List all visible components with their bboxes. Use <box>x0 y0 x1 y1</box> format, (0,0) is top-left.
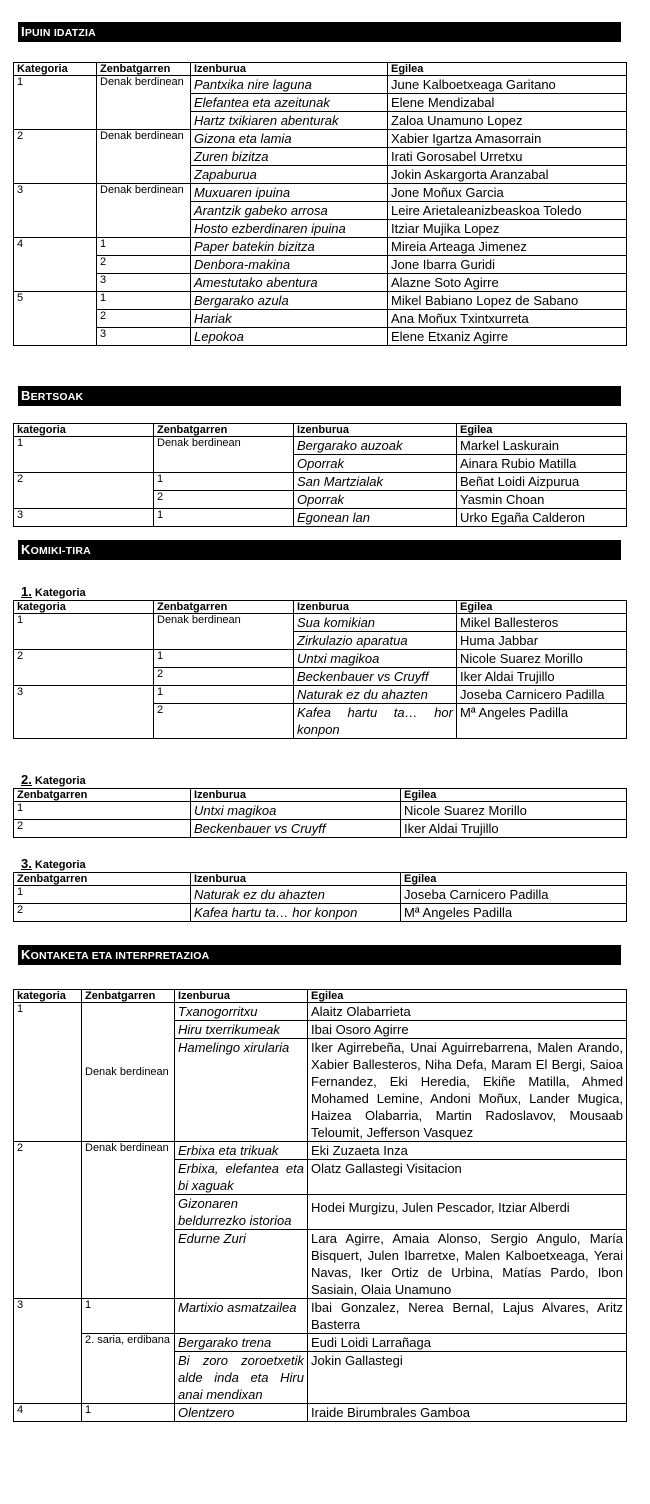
cell-zenbatgarren: 1 <box>97 238 191 256</box>
cell-egilea: Jone Moñux Garcia <box>388 184 627 202</box>
cell-izenburua: Bergarako trena <box>175 1334 308 1352</box>
cell-egilea: Jokin Gallastegi <box>308 1352 627 1404</box>
cell-izenburua: Erbixa eta trikuak <box>175 1142 308 1160</box>
header-izenburua: Izenburua <box>191 789 401 802</box>
table-row <box>14 614 627 632</box>
cell-zenbatgarren: 1 <box>154 509 294 527</box>
cell-egilea: Lara Agirre, Amaia Alonso, Sergio Angulo, María Bisquert, Julen Ibarretxe, Malen Kalboetxeaga, Yerai Navas, Iker Ortiz de Urbina, Matías Pardo, Ibon Sasiain, Olaia Unamuno <box>308 1230 627 1299</box>
table-row <box>14 130 627 148</box>
cell-izenburua: Untxi magikoa <box>294 650 457 668</box>
section-title-ipuin: IPUIN IDATZIA <box>18 22 621 42</box>
header-zenbatgarren: Zenbatgarren <box>82 990 175 1003</box>
cell-izenburua: Martixio asmatzailea <box>175 1299 308 1334</box>
table-row <box>14 256 627 274</box>
cell-zenbatgarren: Denak berdinean <box>154 437 294 473</box>
cell-zenbatgarren: Denak berdinean <box>97 76 191 130</box>
table-row <box>14 292 627 310</box>
cell-kategoria: 4 <box>14 238 97 292</box>
cell-egilea: Eki Zuzaeta Inza <box>308 1142 627 1160</box>
cell-egilea: Iraide Birumbrales Gamboa <box>308 1404 627 1422</box>
table-header <box>14 789 627 802</box>
cell-izenburua: Egonean lan <box>294 509 457 527</box>
cell-egilea: Iker Aldai Trujillo <box>401 820 627 838</box>
cell-kategoria: 2 <box>14 650 154 686</box>
cell-zenbatgarren: 1 <box>154 686 294 704</box>
table-row <box>14 802 627 820</box>
cell-egilea: Mª Angeles Padilla <box>401 904 627 922</box>
cell-egilea: Joseba Carnicero Padilla <box>457 686 627 704</box>
cell-izenburua: Oporrak <box>294 455 457 473</box>
cell-izenburua: Hiru txerrikumeak <box>175 1021 308 1039</box>
table-row <box>14 473 627 491</box>
cell-zenbatgarren: Denak berdinean <box>97 130 191 184</box>
cell-egilea: Nicole Suarez Morillo <box>457 650 627 668</box>
table-header <box>14 63 627 76</box>
table-bertsoak <box>13 423 627 527</box>
komiki-k1-label: 1. Kategoria <box>21 584 86 599</box>
cell-zenbatgarren: 2 <box>14 904 191 922</box>
header-kategoria: kategoria <box>14 990 82 1003</box>
header-zenbatgarren: Zenbatgarren <box>154 601 294 614</box>
header-izenburua: Izenburua <box>191 873 401 886</box>
table-ipuin <box>13 62 627 346</box>
cell-kategoria: 3 <box>14 1299 82 1404</box>
table-row <box>14 904 627 922</box>
section-title-komiki: KOMIKI-TIRA <box>18 540 621 560</box>
header-egilea: Egilea <box>401 873 627 886</box>
cell-egilea: Ibai Osoro Agirre <box>308 1021 627 1039</box>
cell-egilea: Mireia Arteaga Jimenez <box>388 238 627 256</box>
cell-egilea: Eudi Loidi Larrañaga <box>308 1334 627 1352</box>
header-kategoria: kategoria <box>14 424 154 437</box>
table-header <box>14 424 627 437</box>
cell-egilea: Joseba Carnicero Padilla <box>401 886 627 904</box>
header-izenburua: Izenburua <box>191 63 388 76</box>
cell-kategoria: 2 <box>14 1142 82 1299</box>
cell-egilea: Mikel Babiano Lopez de Sabano <box>388 292 627 310</box>
section-title-kontaketa: KONTAKETA ETA INTERPRETAZIOA <box>18 945 621 965</box>
header-kategoria: kategoria <box>14 601 154 614</box>
table-row <box>14 328 627 346</box>
table-row <box>14 1003 627 1021</box>
cell-izenburua: Pantxika nire laguna <box>191 76 388 94</box>
cell-zenbatgarren: 1 <box>154 650 294 668</box>
cell-egilea: Mª Angeles Padilla <box>457 704 627 739</box>
cell-egilea: Zaloa Unamuno Lopez <box>388 112 627 130</box>
cell-kategoria: 1 <box>14 1003 82 1142</box>
cell-izenburua: Hosto ezberdinaren ipuina <box>191 220 388 238</box>
cell-egilea: Mikel Ballesteros <box>457 614 627 632</box>
cell-zenbatgarren: Denak berdinean <box>82 1142 175 1299</box>
cell-izenburua: Hartz txikiaren abenturak <box>191 112 388 130</box>
cell-zenbatgarren: 2. saria, erdibana <box>82 1334 175 1404</box>
cell-izenburua: Zirkulazio aparatua <box>294 632 457 650</box>
cell-izenburua: Elefantea eta azeitunak <box>191 94 388 112</box>
cell-egilea: Huma Jabbar <box>457 632 627 650</box>
cell-izenburua: Bergarako auzoak <box>294 437 457 455</box>
cell-izenburua: Muxuaren ipuina <box>191 184 388 202</box>
cell-zenbatgarren: 2 <box>154 704 294 739</box>
table-komiki-k2 <box>13 788 627 838</box>
cell-izenburua: Naturak ez du ahazten <box>294 686 457 704</box>
komiki-k2-label: 2. Kategoria <box>21 772 86 787</box>
cell-kategoria: 3 <box>14 184 97 238</box>
cell-egilea: Jone Ibarra Guridi <box>388 256 627 274</box>
cell-izenburua: Bi zoro zoroetxetik alde inda eta Hiru anai mendixan <box>175 1352 308 1404</box>
cell-egilea: Alaitz Olabarrieta <box>308 1003 627 1021</box>
cell-zenbatgarren: 3 <box>97 328 191 346</box>
header-egilea: Egilea <box>457 424 627 437</box>
table-header <box>14 601 627 614</box>
cell-izenburua: Naturak ez du ahazten <box>191 886 401 904</box>
cell-egilea: Ana Moñux Txintxurreta <box>388 310 627 328</box>
cell-kategoria: 1 <box>14 76 97 130</box>
cell-zenbatgarren: 1 <box>154 473 294 491</box>
cell-egilea: Xabier Igartza Amasorrain <box>388 130 627 148</box>
cell-egilea: Ibai Gonzalez, Nerea Bernal, Lajus Alvares, Aritz Basterra <box>308 1299 627 1334</box>
cell-zenbatgarren: 1 <box>82 1404 175 1422</box>
cell-izenburua: Hamelingo xirularia <box>175 1039 308 1142</box>
cell-kategoria: 4 <box>14 1404 82 1422</box>
cell-zenbatgarren: 2 <box>154 491 294 509</box>
cell-zenbatgarren: 2 <box>97 310 191 328</box>
cell-zenbatgarren: 1 <box>97 292 191 310</box>
header-kategoria: Kategoria <box>14 63 97 76</box>
cell-egilea: Itziar Mujika Lopez <box>388 220 627 238</box>
cell-zenbatgarren: 2 <box>154 668 294 686</box>
cell-izenburua: Amestutako abentura <box>191 274 388 292</box>
cell-izenburua: Gizona eta lamia <box>191 130 388 148</box>
cell-egilea: Iker Agirrebeña, Unai Aguirrebarrena, Malen Arando, Xabier Ballesteros, Niha Defa, Maram El Bergi, Saioa Fernandez, Eki Heredia, Ekiñe Matilla, Ahmed Mohamed Lemine, Andoni Moñux, Lander Mugica, Haizea Olabarria, Martin Radoslavov, Mousaab Teloumit, Jefferson Vasquez <box>308 1039 627 1142</box>
cell-kategoria: 3 <box>14 509 154 527</box>
table-row <box>14 184 627 202</box>
cell-zenbatgarren: 1 <box>14 802 191 820</box>
header-zenbatgarren: Zenbatgarren <box>97 63 191 76</box>
header-zenbatgarren: Zenbatgarren <box>14 873 191 886</box>
table-row <box>14 1299 627 1334</box>
cell-izenburua: Arantzik gabeko arrosa <box>191 202 388 220</box>
cell-egilea: Jokin Askargorta Aranzabal <box>388 166 627 184</box>
cell-izenburua: Gizonaren beldurrezko istorioa <box>175 1195 308 1230</box>
table-row <box>14 310 627 328</box>
table-komiki-k3 <box>13 872 627 922</box>
cell-zenbatgarren: 2 <box>14 820 191 838</box>
cell-egilea: Alazne Soto Agirre <box>388 274 627 292</box>
table-row <box>14 437 627 455</box>
cell-egilea: Iker Aldai Trujillo <box>457 668 627 686</box>
cell-izenburua: Paper batekin bizitza <box>191 238 388 256</box>
cell-izenburua: Edurne Zuri <box>175 1230 308 1299</box>
cell-izenburua: Txanogorritxu <box>175 1003 308 1021</box>
cell-zenbatgarren: 2 <box>97 256 191 274</box>
cell-kategoria: 1 <box>14 614 154 650</box>
table-row <box>14 76 627 94</box>
cell-izenburua: Sua komikian <box>294 614 457 632</box>
cell-kategoria: 5 <box>14 292 97 346</box>
cell-kategoria: 1 <box>14 437 154 473</box>
cell-izenburua: Zuren bizitza <box>191 148 388 166</box>
cell-izenburua: Kafea hartu ta… hor konpon <box>294 704 457 739</box>
cell-izenburua: Beckenbauer vs Cruyff <box>191 820 401 838</box>
table-header <box>14 990 627 1003</box>
table-row <box>14 1334 627 1352</box>
cell-izenburua: Beckenbauer vs Cruyff <box>294 668 457 686</box>
cell-egilea: Elene Etxaniz Agirre <box>388 328 627 346</box>
header-izenburua: Izenburua <box>175 990 308 1003</box>
cell-egilea: Hodei Murgizu, Julen Pescador, Itziar Alberdi <box>308 1195 627 1230</box>
header-egilea: Egilea <box>457 601 627 614</box>
cell-izenburua: Untxi magikoa <box>191 802 401 820</box>
header-zenbatgarren: Zenbatgarren <box>14 789 191 802</box>
cell-izenburua: Olentzero <box>175 1404 308 1422</box>
cell-zenbatgarren: 3 <box>97 274 191 292</box>
table-row <box>14 820 627 838</box>
section-title-bertsoak: BERTSOAK <box>18 386 621 406</box>
table-komiki-k1 <box>13 600 627 739</box>
cell-egilea: Yasmin Choan <box>457 491 627 509</box>
cell-zenbatgarren: Denak berdinean <box>154 614 294 650</box>
cell-izenburua: Zapaburua <box>191 166 388 184</box>
table-row <box>14 274 627 292</box>
cell-izenburua: Lepokoa <box>191 328 388 346</box>
cell-egilea: June Kalboetxeaga Garitano <box>388 76 627 94</box>
cell-zenbatgarren: 1 <box>82 1299 175 1334</box>
cell-egilea: Irati Gorosabel Urretxu <box>388 148 627 166</box>
table-row <box>14 686 627 704</box>
cell-kategoria: 2 <box>14 130 97 184</box>
table-row <box>14 238 627 256</box>
cell-egilea: Elene Mendizabal <box>388 94 627 112</box>
header-egilea: Egilea <box>388 63 627 76</box>
cell-egilea: Beñat Loidi Aizpurua <box>457 473 627 491</box>
cell-zenbatgarren: Denak berdinean <box>97 184 191 238</box>
table-header <box>14 873 627 886</box>
cell-izenburua: San Martzialak <box>294 473 457 491</box>
komiki-k3-label: 3. Kategoria <box>21 856 86 871</box>
table-row <box>14 1142 627 1160</box>
table-row <box>14 886 627 904</box>
cell-zenbatgarren: 1 <box>14 886 191 904</box>
header-izenburua: Izenburua <box>294 424 457 437</box>
cell-izenburua: Denbora-makina <box>191 256 388 274</box>
cell-egilea: Leire Arietaleanizbeaskoa Toledo <box>388 202 627 220</box>
cell-egilea: Nicole Suarez Morillo <box>401 802 627 820</box>
cell-egilea: Olatz Gallastegi Visitacion <box>308 1160 627 1195</box>
header-izenburua: Izenburua <box>294 601 457 614</box>
table-kontaketa <box>13 989 627 1422</box>
cell-zenbatgarren: Denak berdinean <box>82 1003 175 1142</box>
cell-kategoria: 3 <box>14 686 154 739</box>
cell-izenburua: Oporrak <box>294 491 457 509</box>
table-row <box>14 650 627 668</box>
cell-egilea: Markel Laskurain <box>457 437 627 455</box>
header-egilea: Egilea <box>401 789 627 802</box>
cell-izenburua: Hariak <box>191 310 388 328</box>
cell-kategoria: 2 <box>14 473 154 509</box>
cell-izenburua: Kafea hartu ta… hor konpon <box>191 904 401 922</box>
table-row <box>14 509 627 527</box>
table-row <box>14 1404 627 1422</box>
cell-egilea: Ainara Rubio Matilla <box>457 455 627 473</box>
cell-egilea: Urko Egaña Calderon <box>457 509 627 527</box>
header-egilea: Egilea <box>308 990 627 1003</box>
header-zenbatgarren: Zenbatgarren <box>154 424 294 437</box>
cell-izenburua: Bergarako azula <box>191 292 388 310</box>
cell-izenburua: Erbixa, elefantea eta bi xaguak <box>175 1160 308 1195</box>
